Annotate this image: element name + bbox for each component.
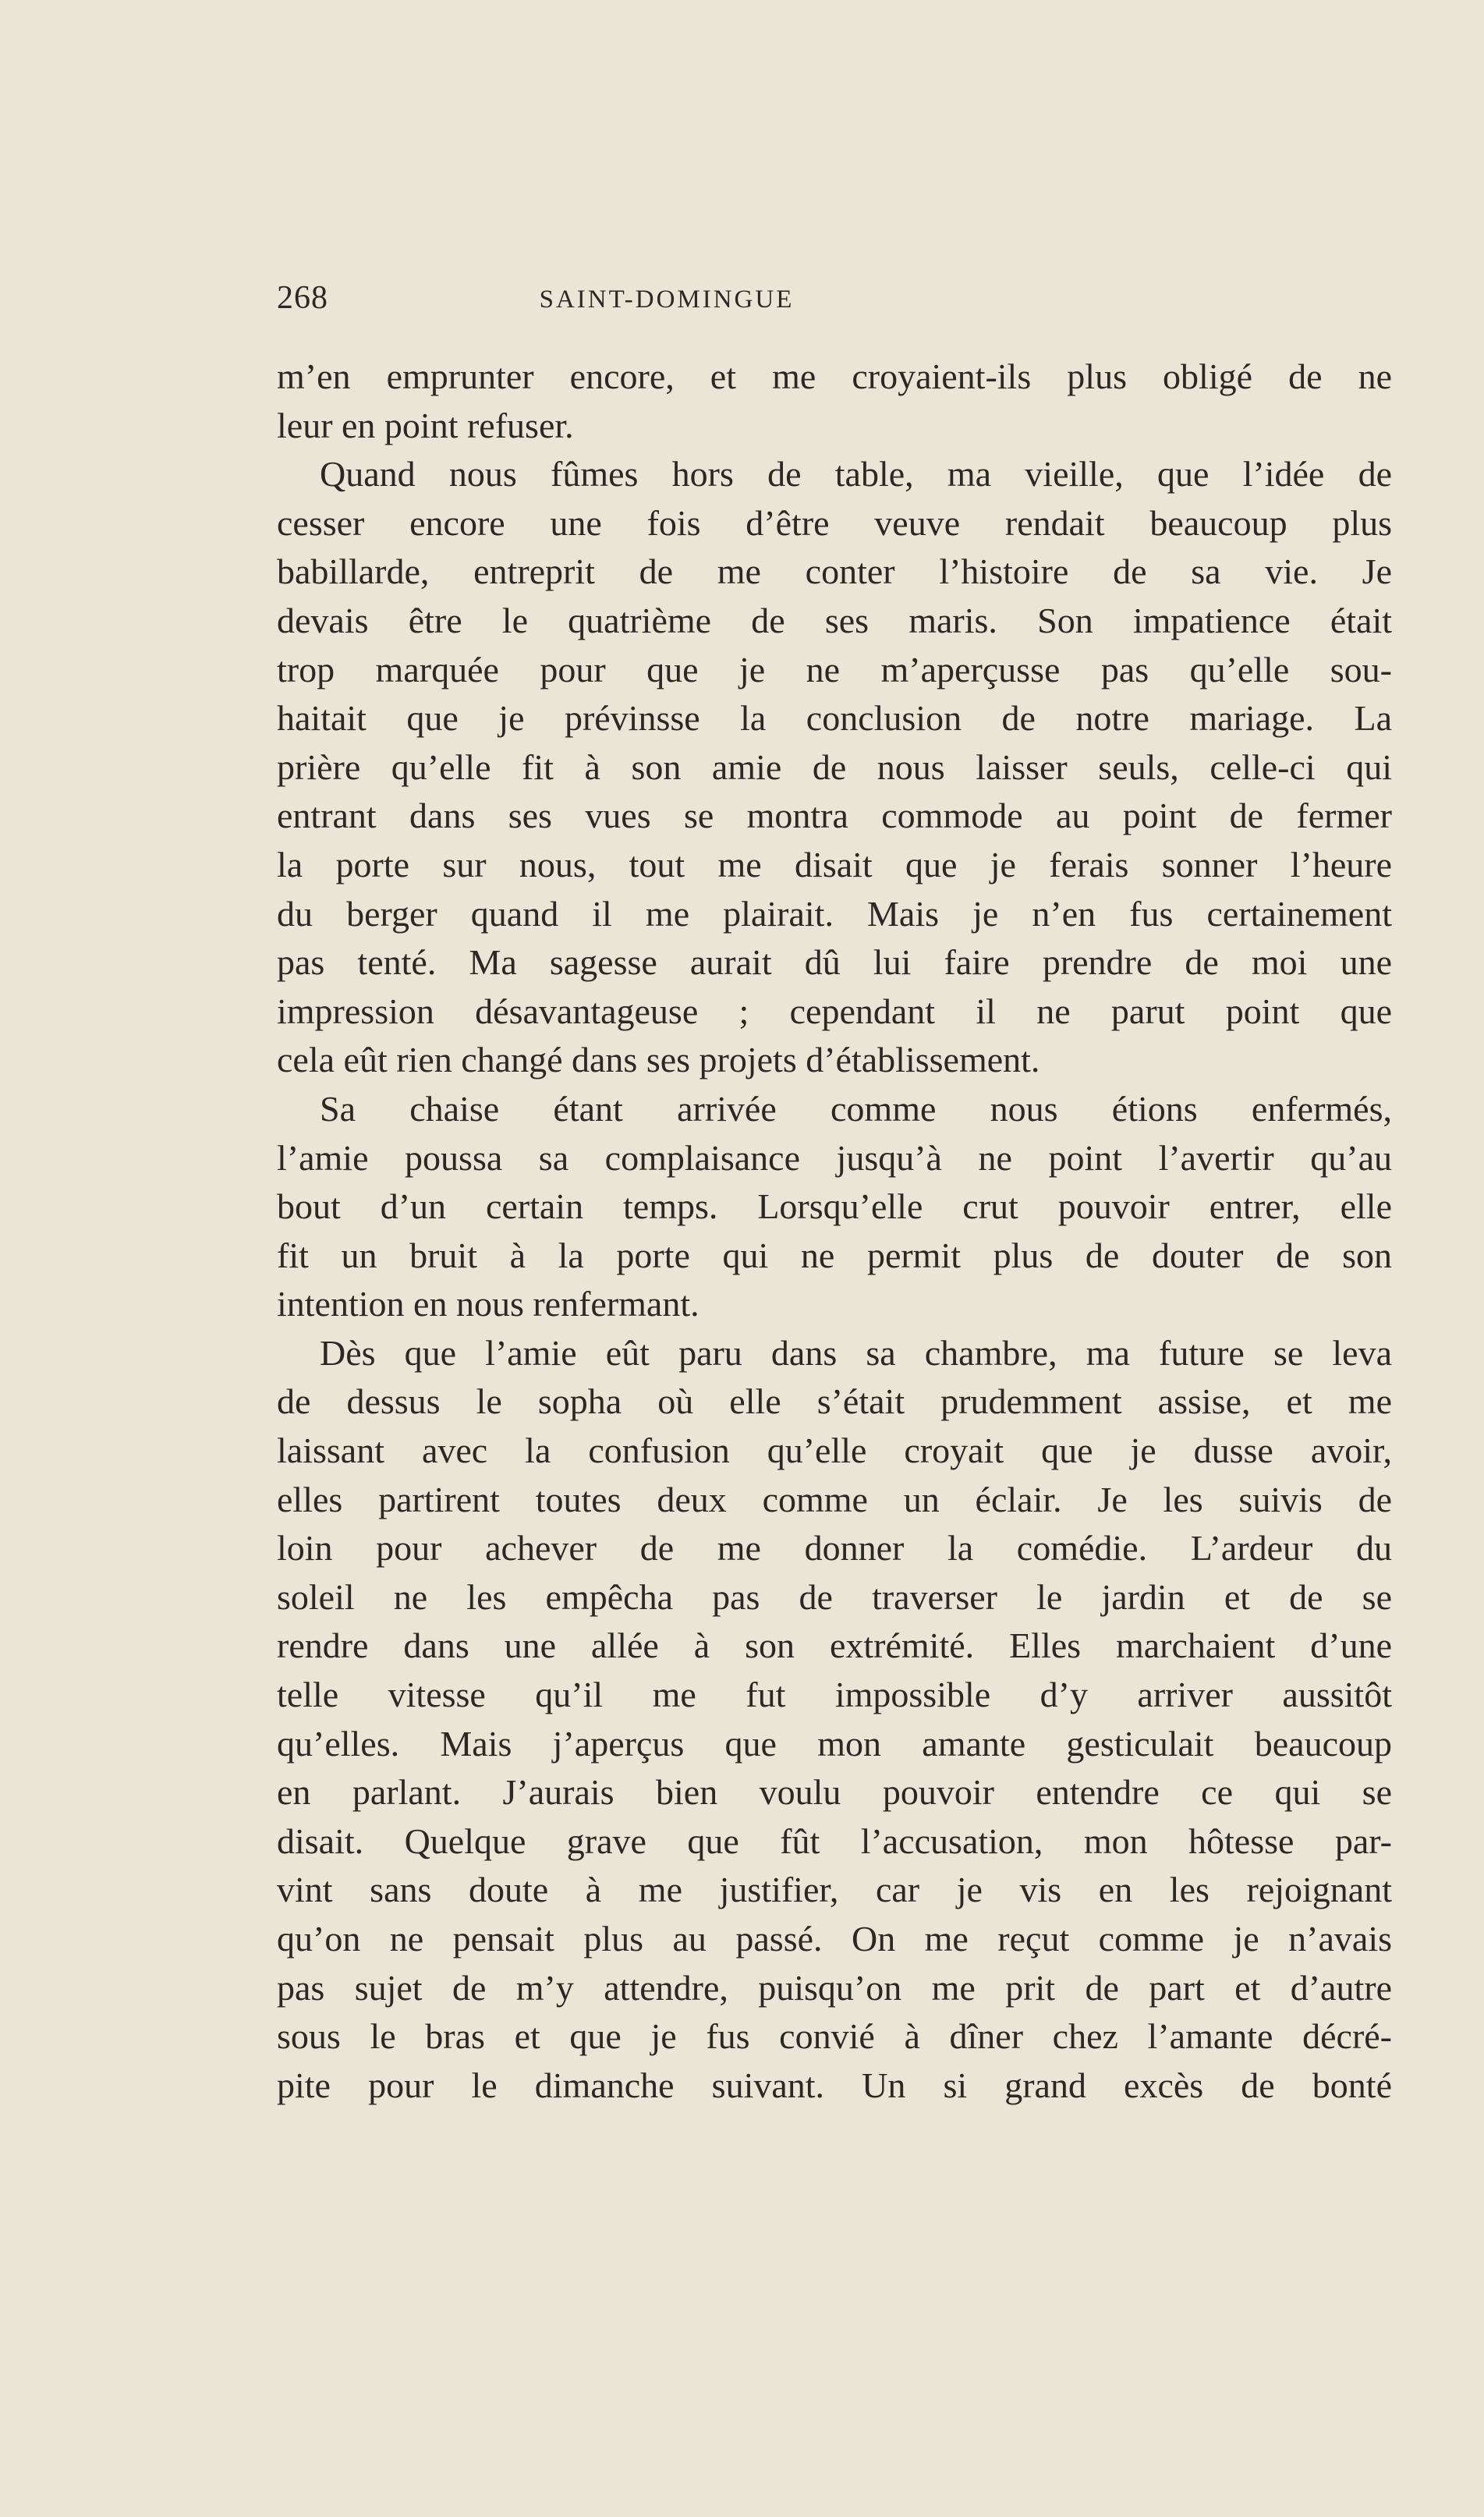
text-line: de dessus le sopha où elle s’était prudemment assise, et me bbox=[277, 1381, 1392, 1422]
text-line: soleil ne les empêcha pas de traverser le jardin et de se bbox=[277, 1576, 1392, 1617]
text-line: vint sans doute à me justifier, car je vis en les rejoignant bbox=[277, 1870, 1392, 1910]
text-line: l’amie poussa sa complaisance jusqu’à ne point l’avertir qu’au bbox=[277, 1137, 1392, 1178]
text-line: Dès que l’amie eût paru dans sa chambre, ma future se leva bbox=[320, 1332, 1392, 1373]
text-line: en parlant. J’aurais bien voulu pouvoir entendre ce qui se bbox=[277, 1772, 1392, 1813]
text-line: prière qu’elle fit à son amie de nous laisser seuls, celle-ci qui bbox=[277, 746, 1392, 787]
text-line: qu’on ne pensait plus au passé. On me reçut comme je n’avais bbox=[277, 1919, 1392, 1959]
text-line: trop marquée pour que je ne m’aperçusse pas qu’elle sou- bbox=[277, 649, 1392, 690]
text-line: pas tenté. Ma sagesse aurait dû lui faire prendre de moi une bbox=[277, 942, 1392, 983]
text-line: m’en emprunter encore, et me croyaient-ils plus obligé de ne bbox=[277, 356, 1392, 396]
text-line: Sa chaise étant arrivée comme nous étions enfermés, bbox=[320, 1088, 1392, 1129]
text-line: rendre dans une allée à son extrémité. Elles marchaient d’une bbox=[277, 1625, 1392, 1666]
text-line: pite pour le dimanche suivant. Un si grand excès de bonté bbox=[277, 2065, 1392, 2105]
text-line: devais être le quatrième de ses maris. Son impatience était bbox=[277, 600, 1392, 640]
text-line: leur en point refuser. bbox=[277, 405, 574, 445]
text-line: cela eût rien changé dans ses projets d’établissement. bbox=[277, 1040, 1040, 1080]
page-header bbox=[277, 275, 986, 321]
text-line: cesser encore une fois d’être veuve rendait beaucoup plus bbox=[277, 502, 1392, 543]
text-line: la porte sur nous, tout me disait que je ferais sonner l’heure bbox=[277, 844, 1392, 884]
text-line: intention en nous renfermant. bbox=[277, 1284, 699, 1324]
text-line: sous le bras et que je fus convié à dîner chez l’amante décré- bbox=[277, 2016, 1392, 2057]
body-text bbox=[277, 353, 1392, 2110]
running-title: SAINT-DOMINGUE bbox=[539, 285, 795, 314]
text-line: du berger quand il me plairait. Mais je n’en fus certainement bbox=[277, 893, 1392, 934]
text-line: qu’elles. Mais j’aperçus que mon amante gesticulait beaucoup bbox=[277, 1723, 1392, 1764]
text-line: elles partirent toutes deux comme un éclair. Je les suivis de bbox=[277, 1479, 1392, 1519]
text-line: entrant dans ses vues se montra commode au point de fermer bbox=[277, 796, 1392, 836]
text-line: disait. Quelque grave que fût l’accusation, mon hôtesse par- bbox=[277, 1820, 1392, 1861]
text-line: impression désavantageuse ; cependant il ne parut point que bbox=[277, 991, 1392, 1031]
text-line: babillarde, entreprit de me conter l’histoire de sa vie. Je bbox=[277, 551, 1392, 592]
page-number: 268 bbox=[277, 280, 328, 316]
text-line: telle vitesse qu’il me fut impossible d’y arriver aussitôt bbox=[277, 1675, 1392, 1715]
text-line: haitait que je prévinsse la conclusion de notre mariage. La bbox=[277, 698, 1392, 739]
text-line: Quand nous fûmes hors de table, ma vieille, que l’idée de bbox=[320, 454, 1392, 495]
text-line: laissant avec la confusion qu’elle croyait que je dusse avoir, bbox=[277, 1430, 1392, 1471]
text-line: fit un bruit à la porte qui ne permit plus de douter de son bbox=[277, 1235, 1392, 1275]
text-line: bout d’un certain temps. Lorsqu’elle crut pouvoir entrer, elle bbox=[277, 1186, 1392, 1227]
text-line: pas sujet de m’y attendre, puisqu’on me prit de part et d’autre bbox=[277, 1967, 1392, 2008]
text-line: loin pour achever de me donner la comédie. L’ardeur du bbox=[277, 1528, 1392, 1569]
